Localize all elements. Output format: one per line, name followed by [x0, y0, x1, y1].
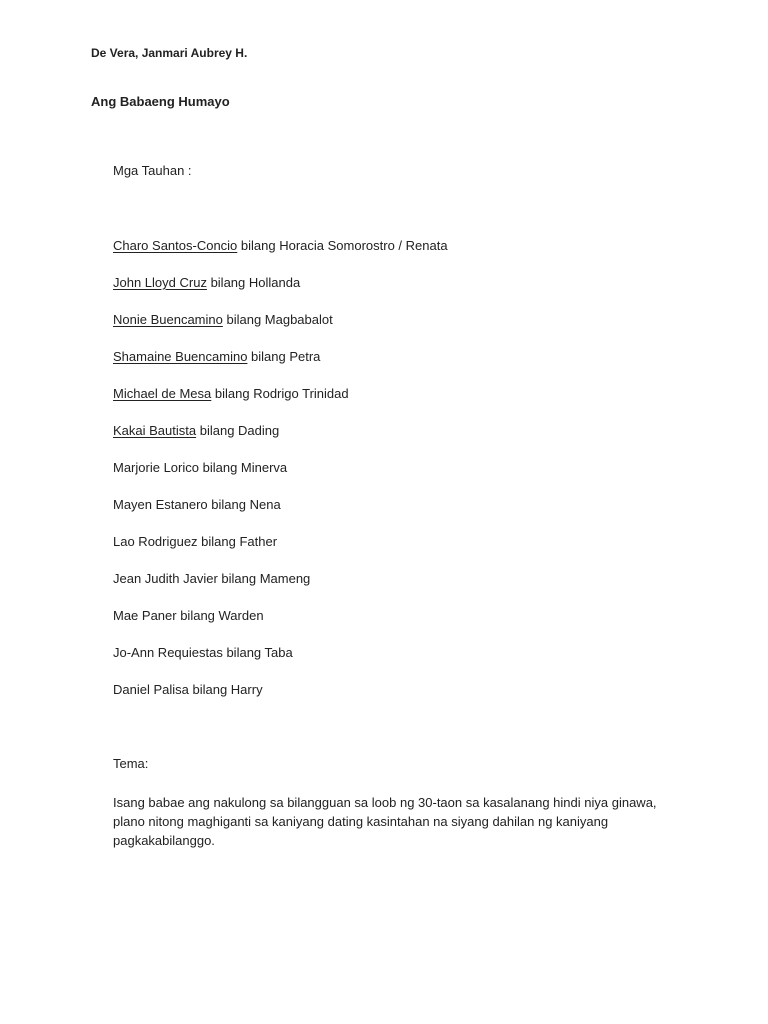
actor-name: Mayen Estanero: [113, 497, 208, 512]
cast-item: [113, 644, 448, 681]
role-name: Dading: [238, 423, 280, 438]
role-connector: bilang: [217, 571, 260, 586]
theme-line: pagkakabilanggo.: [113, 833, 215, 848]
cast-item: [113, 237, 448, 274]
actor-link[interactable]: Michael de Mesa: [113, 386, 212, 401]
role-connector: bilang: [197, 534, 240, 549]
actor-link[interactable]: Kakai Bautista: [113, 423, 197, 438]
role-name: Rodrigo Trinidad: [253, 386, 349, 401]
actor-link[interactable]: Shamaine Buencamino: [113, 349, 248, 364]
actor-link[interactable]: Charo Santos-Concio: [113, 238, 238, 253]
actor-name: Mae Paner: [113, 608, 177, 623]
role-name: Taba: [264, 645, 293, 660]
document-title: Ang Babaeng Humayo: [91, 94, 230, 109]
role-name: Petra: [289, 349, 321, 364]
actor-name: Jean Judith Javier: [113, 571, 218, 586]
cast-item: [113, 422, 448, 459]
cast-item: [113, 348, 448, 385]
theme-heading: Tema:: [113, 756, 149, 771]
cast-item: [113, 459, 448, 496]
role-connector: bilang: [176, 608, 219, 623]
role-name: Horacia Somorostro / Renata: [279, 238, 448, 253]
author-name: De Vera, Janmari Aubrey H.: [91, 46, 248, 60]
role-connector: bilang: [196, 423, 239, 438]
cast-item: [113, 274, 448, 311]
actor-link[interactable]: John Lloyd Cruz: [113, 275, 207, 290]
role-connector: bilang: [237, 238, 280, 253]
role-connector: bilang: [211, 386, 254, 401]
role-connector: bilang: [206, 275, 249, 290]
actor-name: Jo-Ann Requiestas: [113, 645, 223, 660]
role-name: Warden: [218, 608, 264, 623]
cast-item: [113, 496, 448, 533]
role-name: Father: [239, 534, 278, 549]
cast-item: [113, 311, 448, 348]
actor-link[interactable]: Nonie Buencamino: [113, 312, 223, 327]
actor-name: Lao Rodriguez: [113, 534, 198, 549]
theme-paragraph: [113, 793, 703, 850]
cast-heading: Mga Tauhan :: [113, 163, 192, 178]
actor-name: Marjorie Lorico: [113, 460, 199, 475]
cast-item: [113, 533, 448, 570]
role-connector: bilang: [198, 460, 241, 475]
cast-item: [113, 385, 448, 422]
role-connector: bilang: [222, 645, 265, 660]
cast-list: [113, 237, 448, 718]
role-connector: bilang: [222, 312, 265, 327]
cast-item: [113, 607, 448, 644]
cast-item: [113, 570, 448, 607]
actor-name: Daniel Palisa: [113, 682, 189, 697]
role-name: Hollanda: [248, 275, 301, 290]
theme-line: Isang babae ang nakulong sa bilangguan sa loob ng 30-taon sa kasalanang hindi niya ginawa,: [113, 795, 657, 810]
role-name: Magbabalot: [264, 312, 333, 327]
role-name: Mameng: [259, 571, 311, 586]
role-name: Harry: [230, 682, 263, 697]
role-name: Minerva: [240, 460, 288, 475]
role-connector: bilang: [247, 349, 290, 364]
role-connector: bilang: [188, 682, 231, 697]
cast-item: [113, 681, 448, 718]
role-connector: bilang: [207, 497, 250, 512]
role-name: Nena: [249, 497, 281, 512]
theme-line: plano nitong maghiganti sa kaniyang dating kasintahan na siyang dahilan ng kaniyang: [113, 814, 609, 829]
